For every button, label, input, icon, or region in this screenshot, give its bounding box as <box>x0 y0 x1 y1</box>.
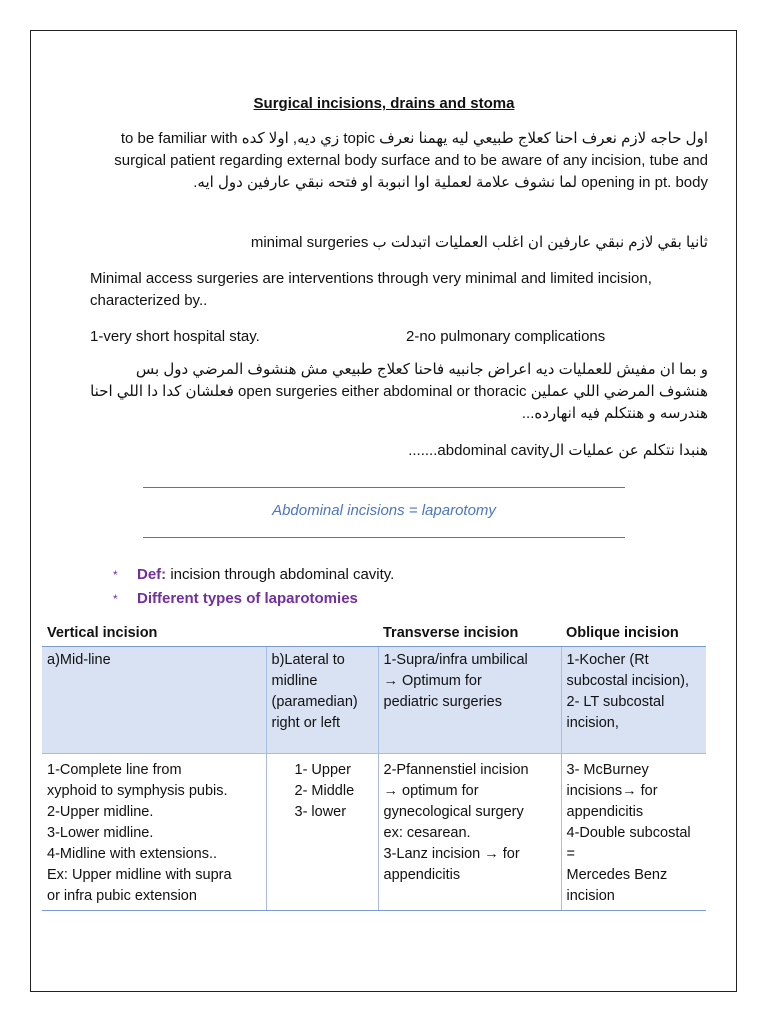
point-no-pulmonary: 2-no pulmonary complications <box>406 328 606 345</box>
abdominal-cavity-paragraph: هنبدا نتكلم عن عمليات الabdominal cavity....... <box>408 442 708 459</box>
table-cell: b)Lateral to midline (paramedian) right or left <box>266 647 378 754</box>
intro-paragraph-arabic: اول حاجه لازم نعرف احنا كعلاج طبيعي ليه يهمنا نعرف topic زي ديه, اولا كده to be familiar with surgical patient regarding external body surface and to be aware of any incision, tube and opening in pt. body لما نشوف علامة لعملية اوا انبوبة او فتحه نبقي عارفين دول ايه. <box>114 130 708 191</box>
header-transverse: Transverse incision <box>378 623 561 647</box>
table-cell: 3- McBurney incisions→ for appendicitis 4-Double subcostal = Mercedes Benz incision <box>561 754 706 911</box>
table-row <box>42 754 706 911</box>
table-cell: 1-Supra/infra umbilical → Optimum for pediatric surgeries <box>378 647 561 754</box>
header-blank <box>266 623 378 647</box>
minimal-access-paragraph: Minimal access surgeries are interventions through very minimal and limited incision, characterized by.. <box>90 270 652 309</box>
header-oblique: Oblique incision <box>561 623 706 647</box>
document-title: Surgical incisions, drains and stoma <box>253 95 515 112</box>
def-label: Def: <box>137 566 167 583</box>
header-vertical: Vertical incision <box>42 623 266 647</box>
section-heading: Abdominal incisions = laparotomy <box>272 502 496 519</box>
open-surgeries-paragraph: و بما ان مفيش للعمليات ديه اعراض جانبيه فاحنا كعلاج طبيعي مش هنشوف المرضي دول بس هنشوف المرضي اللي عملين open surgeries either abdominal or thoracic فعلشان كدا دا اللي احنا هندرسه و هنتكلم فيه انهارده... <box>90 361 708 422</box>
types-label: Different types of laparotomies <box>137 590 358 607</box>
bullet-star-icon: * <box>113 568 118 582</box>
table-cell: 2-Pfannenstiel incision → optimum for gynecological surgery ex: cesarean. 3-Lanz incision → for appendicitis <box>378 754 561 911</box>
table-cell: a)Mid-line <box>42 647 266 754</box>
point-short-stay: 1-very short hospital stay. <box>90 328 260 345</box>
def-text: incision through abdominal cavity. <box>166 566 395 583</box>
table-cell: 1- Upper 2- Middle 3- lower <box>266 754 378 911</box>
divider-top <box>143 487 625 488</box>
bullet-star-icon: * <box>113 592 118 606</box>
bullet-definition <box>113 566 394 583</box>
divider-bottom <box>143 537 625 538</box>
bullet-types <box>113 590 358 607</box>
table-header-row <box>42 623 706 647</box>
table-row <box>42 647 706 754</box>
minimal-surgeries-paragraph: ثانيا بقي لازم نبقي عارفين ان اغلب العمليات اتبدلت ب minimal surgeries <box>250 234 708 251</box>
table-cell: 1-Complete line from xyphoid to symphysis pubis. 2-Upper midline. 3-Lower midline. 4-Midline with extensions.. Ex: Upper midline with supra or infra pubic extension <box>42 754 266 911</box>
laparotomy-types-table <box>42 623 706 911</box>
table-cell: 1-Kocher (Rt subcostal incision), 2- LT subcostal incision, <box>561 647 706 754</box>
